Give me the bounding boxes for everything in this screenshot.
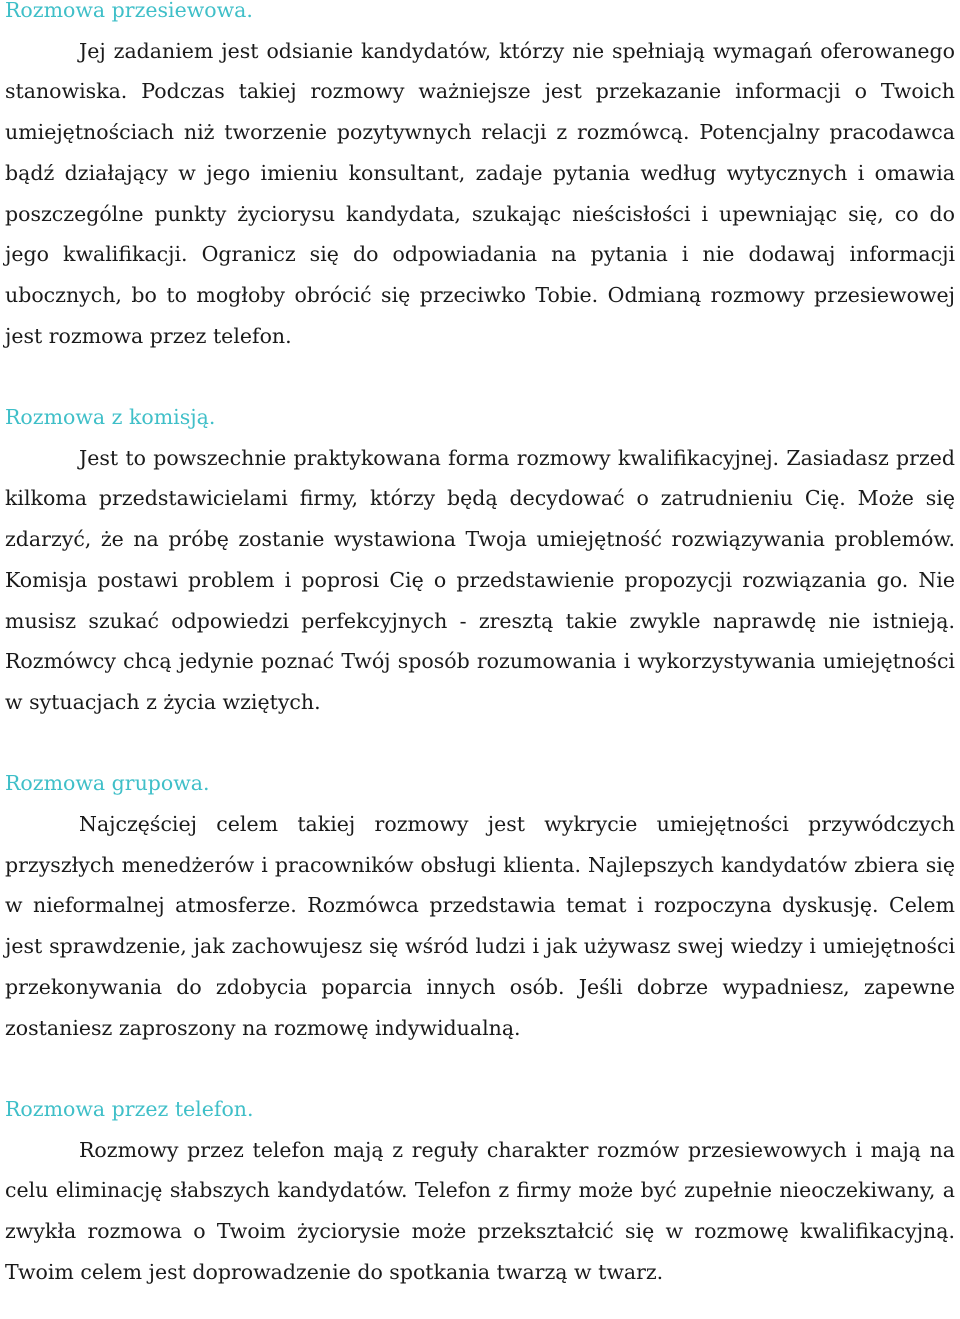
section-heading: Rozmowa z komisją.: [5, 405, 216, 430]
document-page: [5, 0, 955, 1292]
section-paragraph: Rozmowy przez telefon mają z reguły charakter rozmów przesiewowych i mają na celu eliminację słabszych kandydatów. Telefon z firmy może być zupełnie nieoczekiwany, a zwykła rozmowa o Twoim życiorysie może przekształcić się w rozmowę kwalifikacyjną. Twoim celem jest doprowadzenie do spotkania twarzą w twarz.: [5, 1137, 955, 1284]
section-heading: Rozmowa grupowa.: [5, 771, 210, 796]
section-screening-interview: [5, 0, 955, 356]
section-spacer: [5, 723, 955, 764]
section-paragraph: Najczęściej celem takiej rozmowy jest wykrycie umiejętności przywódczych przyszłych menedżerów i pracowników obsługi klienta. Najlepszych kandydatów zbiera się w nieformalnej atmosferze. Rozmówca przedstawia temat i rozpoczyna dyskusję. Celem jest sprawdzenie, jak zachowujesz się wśród ludzi i jak używasz swej wiedzy i umiejętności przekonywania do zdobycia poparcia innych osób. Jeśli dobrze wypadniesz, zapewne zostaniesz zaproszony na rozmowę indywidualną.: [5, 812, 955, 1040]
section-spacer: [5, 1048, 955, 1089]
section-paragraph: Jest to powszechnie praktykowana forma rozmowy kwalifikacyjnej. Zasiadasz przed kilkoma przedstawicielami firmy, którzy będą decydować o zatrudnieniu Cię. Może się zdarzyć, że na próbę zostanie wystawiona Twoja umiejętność rozwiązywania problemów. Komisja postawi problem i poprosi Cię o przedstawienie propozycji rozwiązania go. Nie musisz szukać odpowiedzi perfekcyjnych - zresztą takie zwykle naprawdę nie istnieją. Rozmówcy chcą jedynie poznać Twój sposób rozumowania i wykorzystywania umiejętności w sytuacjach z życia wziętych.: [5, 445, 955, 714]
section-heading: Rozmowa przesiewowa.: [5, 0, 253, 22]
section-group-interview: [5, 763, 955, 1048]
section-spacer: [5, 356, 955, 397]
section-panel-interview: [5, 397, 955, 723]
section-phone-interview: [5, 1089, 955, 1293]
section-paragraph: Jej zadaniem jest odsianie kandydatów, którzy nie spełniają wymagań oferowanego stanowiska. Podczas takiej rozmowy ważniejsze jest przekazanie informacji o Twoich umiejętnościach niż tworzenie pozytywnych relacji z rozmówcą. Potencjalny pracodawca bądź działający w jego imieniu konsultant, zadaje pytania według wytycznych i omawia poszczególne punkty życiorysu kandydata, szukając nieścisłości i upewniając się, co do jego kwalifikacji. Ogranicz się do odpowiadania na pytania i nie dodawaj informacji ubocznych, bo to mogłoby obrócić się przeciwko Tobie. Odmianą rozmowy przesiewowej jest rozmowa przez telefon.: [5, 38, 955, 348]
section-heading: Rozmowa przez telefon.: [5, 1096, 254, 1121]
